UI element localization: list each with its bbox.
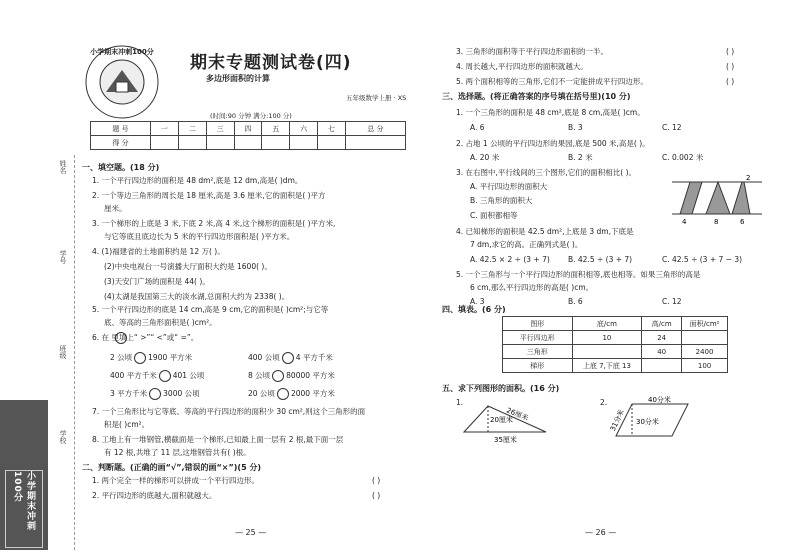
- choice-option: B. 3: [568, 123, 583, 132]
- choice-5-cont: 6 cm,那么平行四边形的高是( )cm。: [470, 283, 594, 292]
- section-fill-blank: 一、填空题。(18 分): [82, 163, 160, 172]
- compare-item: [248, 370, 335, 382]
- choice-option: A. 6: [470, 123, 485, 132]
- question-7-cont: 积是( )cm²。: [104, 420, 150, 429]
- compare-circle[interactable]: [159, 370, 171, 382]
- score-cell[interactable]: [178, 136, 206, 150]
- choice-option: A. 42.5 × 2 ÷ (3 + 7): [470, 255, 550, 264]
- score-cell[interactable]: [206, 136, 234, 150]
- score-header-cell: 二: [178, 122, 206, 136]
- name-label: 姓名: [59, 160, 67, 174]
- choice-option: B. 42.5 ÷ (3 + 7): [568, 255, 633, 264]
- judge-5-answer[interactable]: ( ): [726, 77, 735, 86]
- section-choice: 三、选择题。(将正确答案的序号填在括号里)(10 分): [442, 92, 631, 101]
- table-header: 底/cm: [572, 317, 642, 331]
- figure-1-number: 1.: [456, 398, 464, 407]
- choice-option: B. 2 米: [568, 153, 593, 162]
- right-page: [420, 0, 800, 560]
- figure-label: 2: [746, 174, 751, 182]
- score-row: [91, 136, 406, 150]
- figure-label: 8: [714, 218, 719, 226]
- score-header-cell: 六: [290, 122, 318, 136]
- figure-label: 20厘米: [490, 416, 513, 424]
- compare-item: [110, 352, 192, 364]
- compare-left: 400 平方千米: [110, 371, 157, 380]
- table-cell: 梯形: [503, 359, 573, 373]
- table-cell[interactable]: [642, 359, 682, 373]
- table-row: [503, 345, 728, 359]
- choice-1: 1. 一个三角形的面积是 48 cm²,底是 8 cm,高是( )cm。: [456, 108, 645, 117]
- judge-3: 3. 三角形的面积等于平行四边形面积的一半。: [456, 47, 609, 56]
- school-label: 学校: [59, 430, 67, 444]
- score-cell[interactable]: [290, 136, 318, 150]
- compare-item: [248, 388, 335, 400]
- compare-right: 1900 平方米: [148, 353, 193, 362]
- cut-line: [74, 155, 75, 550]
- question-2-cont: 厘米。: [104, 204, 127, 213]
- choice-4: 4. 已知梯形的面积是 42.5 dm²,上底是 3 dm,下底是: [456, 227, 634, 236]
- score-cell[interactable]: [345, 136, 405, 150]
- choice-option: C. 12: [662, 297, 682, 306]
- choice-option: C. 42.5 ÷ (3 + 7 − 3): [662, 255, 743, 264]
- question-2: 2. 一个等边三角形的周长是 18 厘米,高是 3.6 厘米,它的面积是( )平方: [92, 191, 326, 200]
- compare-left: 2 公顷: [110, 353, 133, 362]
- brand-bar-text: 小学期末冲刺100分: [5, 470, 43, 548]
- compare-right: 3000 公顷: [163, 389, 200, 398]
- section-fill-table: 四、填表。(6 分): [442, 305, 506, 314]
- grade-label: 五年级数学上册 · XS: [346, 94, 407, 102]
- figure-label: 30分米: [636, 418, 659, 426]
- judge-1-answer[interactable]: ( ): [372, 476, 381, 485]
- table-cell: 100: [682, 359, 728, 373]
- parallel-shapes-figure: [672, 174, 762, 226]
- figure-label: 4: [682, 218, 687, 226]
- score-header-cell: 总 分: [345, 122, 405, 136]
- compare-circle[interactable]: [149, 388, 161, 400]
- score-header-cell: 题 号: [91, 122, 151, 136]
- table-row: [503, 359, 728, 373]
- exam-title: 期末专题测试卷(四): [190, 53, 352, 73]
- choice-option: B. 三角形的面积大: [470, 196, 533, 205]
- trapezoid-figure: [460, 400, 550, 446]
- question-3: 3. 一个梯形的上底是 3 米,下底 2 米,高 4 米,这个梯形的面积是( )平方米,: [92, 219, 336, 228]
- score-table: [90, 121, 406, 150]
- student-id-label: 学号: [59, 250, 67, 264]
- choice-option: B. 6: [568, 297, 583, 306]
- table-header: 面积/cm²: [682, 317, 728, 331]
- score-row-label: 得 分: [91, 136, 151, 150]
- table-cell[interactable]: [572, 345, 642, 359]
- table-row: [503, 331, 728, 345]
- table-header: 图形: [503, 317, 573, 331]
- question-3-cont: 与它等底且底边长为 5 米的平行四边形面积是( )平方米。: [104, 232, 295, 241]
- compare-left: 20 公顷: [248, 389, 275, 398]
- series-logo: [82, 40, 162, 125]
- judge-4-answer[interactable]: ( ): [726, 62, 735, 71]
- choice-option: A. 20 米: [470, 153, 500, 162]
- table-cell: 24: [642, 331, 682, 345]
- page-number: — 26 —: [585, 528, 617, 537]
- figure-label: 35厘米: [494, 436, 517, 444]
- figure-label: 40分米: [648, 396, 671, 404]
- compare-item: [110, 370, 204, 382]
- logo-icon: [82, 40, 162, 125]
- score-header-cell: 三: [206, 122, 234, 136]
- question-6: 6. 在 里填上“ >”“ <”或“ =”。: [92, 333, 199, 342]
- figure-2-number: 2.: [600, 398, 608, 407]
- score-header-cell: 五: [262, 122, 290, 136]
- question-8-cont: 有 12 根,共堆了 11 层,这堆钢管共有( )根。: [104, 448, 251, 457]
- score-header-cell: 四: [234, 122, 262, 136]
- compare-left: 400 公顷: [248, 353, 280, 362]
- brand-bar: [0, 400, 48, 550]
- question-8: 8. 工地上有一堆钢管,横截面是一个梯形,已知最上面一层有 2 根,最下面一层: [92, 435, 344, 444]
- compare-right: 4 平方千米: [295, 353, 333, 362]
- choice-4-cont: 7 dm,求它的高。正确列式是( )。: [470, 240, 583, 249]
- binding-margin: [0, 0, 78, 560]
- score-header-cell: 七: [318, 122, 346, 136]
- compare-circle[interactable]: [277, 388, 289, 400]
- exam-subtitle: 多边形面积的计算: [206, 74, 270, 83]
- table-cell: 40: [642, 345, 682, 359]
- choice-2: 2. 占地 1 公顷的平行四边形的果园,底是 500 米,高是( )。: [456, 139, 650, 148]
- table-cell[interactable]: [682, 331, 728, 345]
- table-cell: 10: [572, 331, 642, 345]
- score-header-row: [91, 122, 406, 136]
- choice-option: C. 面积都相等: [470, 211, 518, 220]
- question-4-2: (2)中央电视台一号演播大厅面积大约是 1600( )。: [104, 262, 272, 271]
- score-cell[interactable]: [234, 136, 262, 150]
- question-4-4: (4)太湖是我国第三大的淡水湖,总面积大约为 2338( )。: [104, 292, 290, 301]
- table-cell: 2400: [682, 345, 728, 359]
- compare-circle[interactable]: [282, 352, 294, 364]
- question-5: 5. 一个平行四边形的底是 14 cm,高是 9 cm,它的面积是( )cm²;与它等: [92, 305, 329, 314]
- question-4-3: (3)天安门广场的面积是 44( )。: [104, 277, 210, 286]
- choice-option: C. 12: [662, 123, 682, 132]
- choice-3: 3. 在右图中,平行线间的三个图形,它们的面积相比( )。: [456, 168, 637, 177]
- question-4-1: 4. (1)福建省的土地面积约是 12 万( )。: [92, 247, 225, 256]
- compare-circle[interactable]: [134, 352, 146, 364]
- judge-5: 5. 两个面积相等的三角形,它们不一定能拼成平行四边形。: [456, 77, 648, 86]
- judge-4: 4. 周长越大,平行四边形的面积就越大。: [456, 62, 588, 71]
- compare-right: 2000 平方米: [290, 389, 335, 398]
- page-number: — 25 —: [235, 528, 267, 537]
- judge-2: 2. 平行四边形的底越大,面积就越大。: [92, 491, 217, 500]
- section-find-area: 五、求下列图形的面积。(16 分): [442, 384, 560, 393]
- table-cell: 三角形: [503, 345, 573, 359]
- compare-item: [110, 388, 200, 400]
- choice-option: C. 0.002 米: [662, 153, 704, 162]
- table-cell: 平行四边形: [503, 331, 573, 345]
- figure-label: 26厘米: [505, 406, 530, 423]
- choice-option: A. 3: [470, 297, 485, 306]
- judge-3-answer[interactable]: ( ): [726, 47, 735, 56]
- choice-option: A. 平行四边形的面积大: [470, 182, 548, 191]
- question-5-cont: 底、等高的三角形面积是( )cm²。: [104, 318, 217, 327]
- parallelogram-figure: [608, 396, 692, 442]
- area-table: [502, 316, 728, 373]
- answer-circle: [115, 332, 127, 344]
- choice-5: 5. 一个三角形与一个平行四边形的面积相等,底也相等。如果三角形的高是: [456, 270, 701, 279]
- table-header: 高/cm: [642, 317, 682, 331]
- compare-left: 3 平方千米: [110, 389, 148, 398]
- compare-right: 80000 平方米: [286, 371, 335, 380]
- judge-2-answer[interactable]: ( ): [372, 491, 381, 500]
- figure-label: 31分米: [608, 408, 626, 433]
- score-cell[interactable]: [318, 136, 346, 150]
- compare-left: 8 公顷: [248, 371, 271, 380]
- section-true-false: 二、判断题。(正确的画“√”,错误的画“×”)(5 分): [82, 463, 262, 472]
- table-header-row: [503, 317, 728, 331]
- time-limit: (时间:90 分钟 满分:100 分): [210, 112, 292, 120]
- judge-1: 1. 两个完全一样的梯形可以拼成一个平行四边形。: [92, 476, 260, 485]
- class-label: 班级: [59, 345, 67, 359]
- figure-label: 6: [740, 218, 745, 226]
- table-cell: 上底 7,下底 13: [572, 359, 642, 373]
- score-header-cell: 一: [151, 122, 179, 136]
- compare-right: 401 公顷: [172, 371, 205, 380]
- svg-text:小学期末冲刺100分: 小学期末冲刺100分: [90, 48, 154, 56]
- compare-circle[interactable]: [272, 370, 284, 382]
- question-7: 7. 一个三角形比与它等底、等高的平行四边形的面积少 30 cm²,则这个三角形的面: [92, 407, 366, 416]
- score-cell[interactable]: [151, 136, 179, 150]
- question-1: 1. 一个平行四边形的面积是 48 dm²,底是 12 dm,高是( )dm。: [92, 176, 303, 185]
- score-cell[interactable]: [262, 136, 290, 150]
- compare-item: [248, 352, 333, 364]
